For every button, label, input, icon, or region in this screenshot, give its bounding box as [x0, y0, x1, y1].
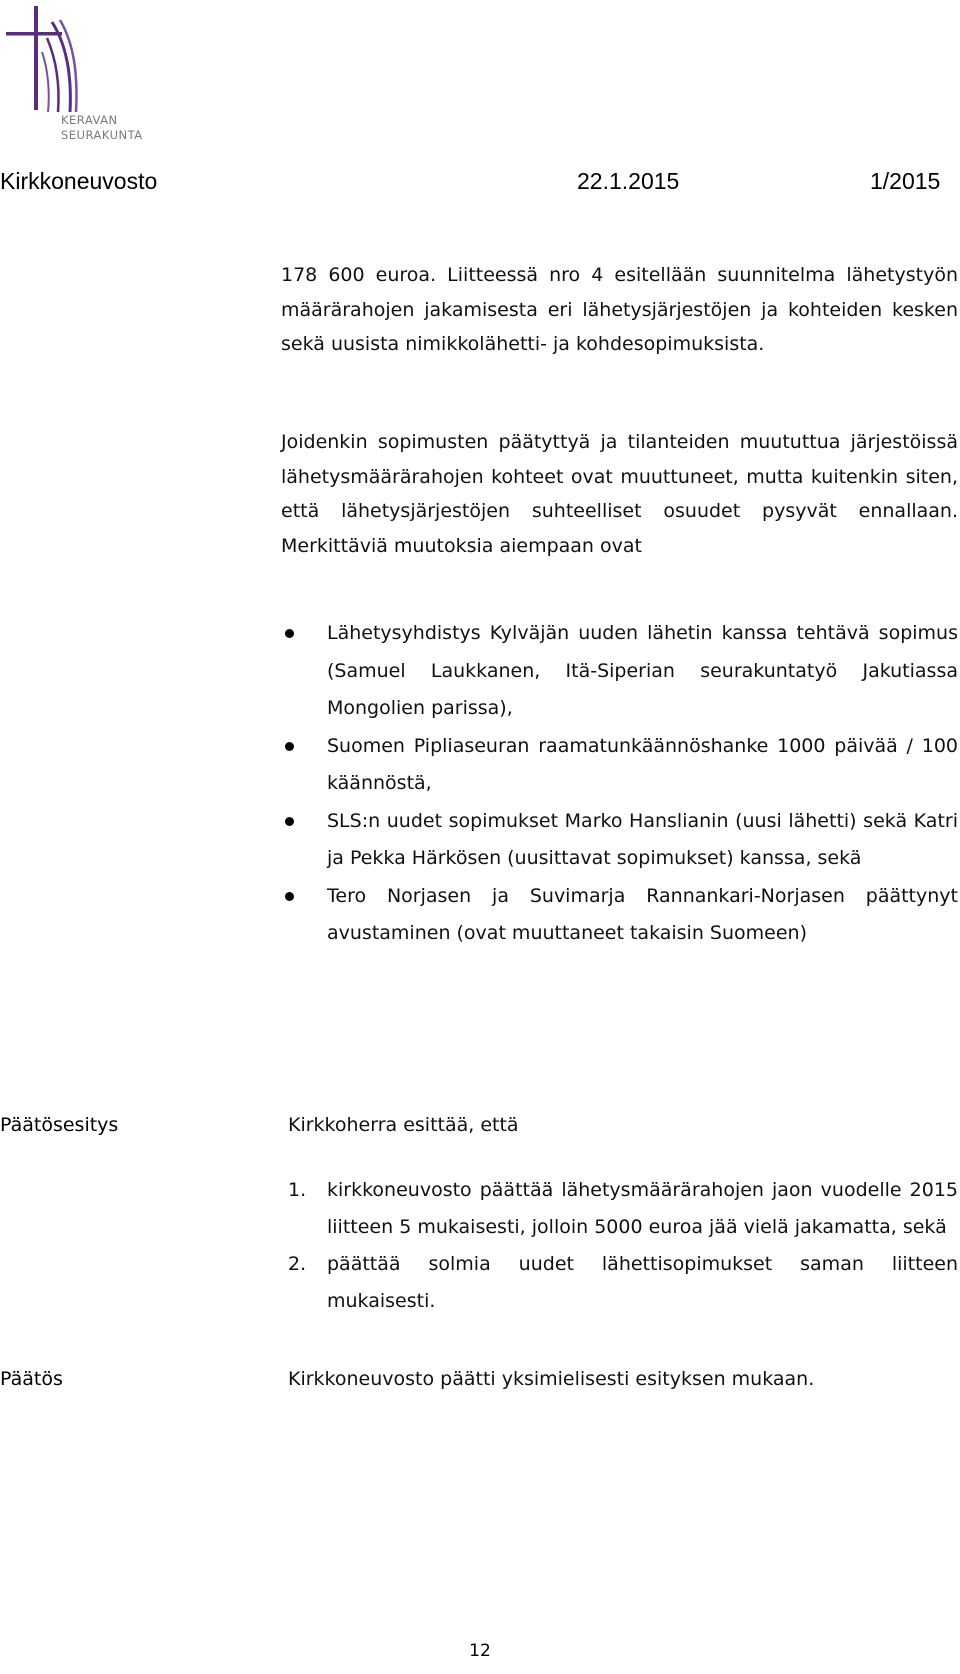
- list-item-text: Lähetysyhdistys Kylväjän uuden lähetin kanssa tehtävä sopimus (Samuel Laukkanen, Itä-Siperian seurakuntatyö Jakutiassa Mongolien parissa),: [327, 622, 958, 719]
- list-item-text: SLS:n uudet sopimukset Marko Hanslianin (uusi lähetti) sekä Katri ja Pekka Härkösen (uusittavat sopimukset) kanssa, sekä: [327, 809, 958, 869]
- logo-line2: SEURAKUNTA: [61, 128, 143, 142]
- paragraph-1: 178 600 euroa. Liitteessä nro 4 esitellään suunnitelma lähetystyön määrärahojen jakamisesta eri lähetysjärjestöjen ja kohteiden kesken sekä uusista nimikkolähetti- ja kohdesopimuksista.: [281, 264, 958, 355]
- list-item-text: Suomen Pipliaseuran raamatunkäännöshanke 1000 päivää / 100 käännöstä,: [327, 734, 958, 794]
- list-item: [281, 615, 958, 728]
- item-number: 1.: [288, 1179, 307, 1201]
- decision-label: Päätös: [0, 1368, 63, 1390]
- list-item: [288, 1172, 958, 1246]
- bullet-icon: [285, 817, 294, 826]
- proposal-intro: Kirkkoherra esittää, että: [288, 1114, 519, 1136]
- header-title: Kirkkoneuvosto: [0, 168, 158, 194]
- proposal-label: Päätösesitys: [0, 1114, 119, 1136]
- list-item: [281, 728, 958, 803]
- list-item: [288, 1246, 958, 1320]
- logo-line1: KERAVAN: [61, 113, 118, 127]
- list-item: [281, 878, 958, 953]
- bullet-icon: [285, 742, 294, 751]
- list-item-text: kirkkoneuvosto päättää lähetysmäärärahojen jaon vuodelle 2015 liitteen 5 mukaisesti, jolloin 5000 euroa jää vielä jakamatta, sekä: [327, 1179, 958, 1238]
- list-item-text: päättää solmia uudet lähettisopimukset saman liitteen mukaisesti.: [327, 1253, 958, 1312]
- header-date: 22.1.2015: [577, 168, 680, 194]
- document-header: [0, 168, 960, 198]
- list-item-text: Tero Norjasen ja Suvimarja Rannankari-Norjasen päättynyt avustaminen (ovat muuttaneet takaisin Suomeen): [327, 884, 958, 944]
- decision-text: Kirkkoneuvosto päätti yksimielisesti esityksen mukaan.: [288, 1368, 815, 1390]
- parish-logo: [6, 4, 146, 154]
- paragraph-2: Joidenkin sopimusten päätyttyä ja tilanteiden muututtua järjestöissä lähetysmäärärahojen kohteet ovat muuttuneet, mutta kuitenkin siten, että lähetysjärjestöjen suhteelliset osuudet pysyvät ennallaan. Merkittäviä muutoksia aiempaan ovat: [281, 431, 958, 557]
- list-item: [281, 803, 958, 878]
- logo-wordmark: [61, 113, 143, 143]
- changes-list: [281, 615, 958, 953]
- page-number: 12: [469, 1641, 491, 1661]
- header-number: 1/2015: [870, 168, 941, 194]
- proposal-list: [288, 1172, 958, 1320]
- item-number: 2.: [288, 1253, 307, 1275]
- bullet-icon: [285, 892, 294, 901]
- cross-logo-icon: [6, 4, 146, 114]
- bullet-icon: [285, 629, 294, 638]
